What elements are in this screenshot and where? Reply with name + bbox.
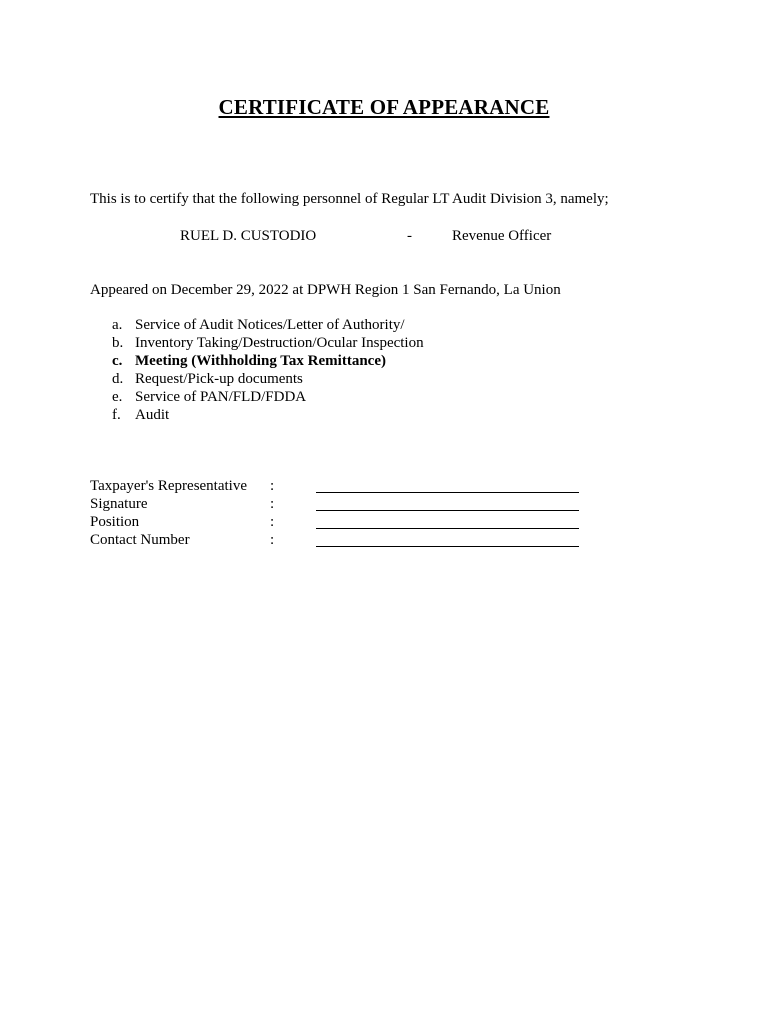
field-label: Signature: [90, 496, 148, 512]
list-item: [112, 406, 424, 424]
personnel-name: RUEL D. CUSTODIO: [180, 228, 317, 244]
field-label: Taxpayer's Representative: [90, 478, 248, 494]
list-item: [112, 388, 424, 406]
signature-block: [90, 477, 610, 549]
personnel-line: [0, 228, 768, 248]
list-item-text: Request/Pick-up documents: [135, 371, 303, 387]
signature-blank-line[interactable]: [316, 495, 579, 511]
field-colon: :: [270, 496, 275, 512]
list-item-selected: [112, 352, 424, 370]
field-label: Contact Number: [90, 532, 190, 548]
page-title: CERTIFICATE OF APPEARANCE: [218, 95, 550, 119]
field-representative: [90, 477, 610, 495]
list-item-letter: d.: [112, 371, 124, 387]
list-item-letter: e.: [112, 389, 123, 405]
list-item-text: Service of PAN/FLD/FDDA: [135, 389, 307, 405]
list-item: [112, 316, 424, 334]
list-item: [112, 370, 424, 388]
field-position: [90, 513, 610, 531]
field-signature: [90, 495, 610, 513]
field-contact-number: [90, 531, 610, 549]
personnel-separator: -: [407, 228, 412, 244]
position-blank-line[interactable]: [316, 513, 579, 529]
purpose-list: [112, 316, 424, 424]
intro-text: This is to certify that the following personnel of Regular LT Audit Division 3, namely;: [90, 191, 609, 207]
list-item-letter: c.: [112, 353, 123, 369]
field-label: Position: [90, 514, 140, 530]
list-item-text: Service of Audit Notices/Letter of Authority/: [135, 317, 405, 333]
field-colon: :: [270, 532, 275, 548]
representative-blank-line[interactable]: [316, 477, 579, 493]
list-item-letter: f.: [112, 407, 121, 423]
list-item: [112, 334, 424, 352]
list-item-text: Audit: [135, 407, 170, 423]
list-item-letter: a.: [112, 317, 123, 333]
personnel-role: Revenue Officer: [452, 228, 552, 244]
contact-number-blank-line[interactable]: [316, 531, 579, 547]
list-item-letter: b.: [112, 335, 124, 351]
field-colon: :: [270, 478, 275, 494]
appearance-statement: Appeared on December 29, 2022 at DPWH Region 1 San Fernando, La Union: [90, 282, 561, 298]
list-item-text: Inventory Taking/Destruction/Ocular Inspection: [135, 335, 424, 351]
list-item-text: Meeting (Withholding Tax Remittance): [135, 353, 386, 369]
field-colon: :: [270, 514, 275, 530]
